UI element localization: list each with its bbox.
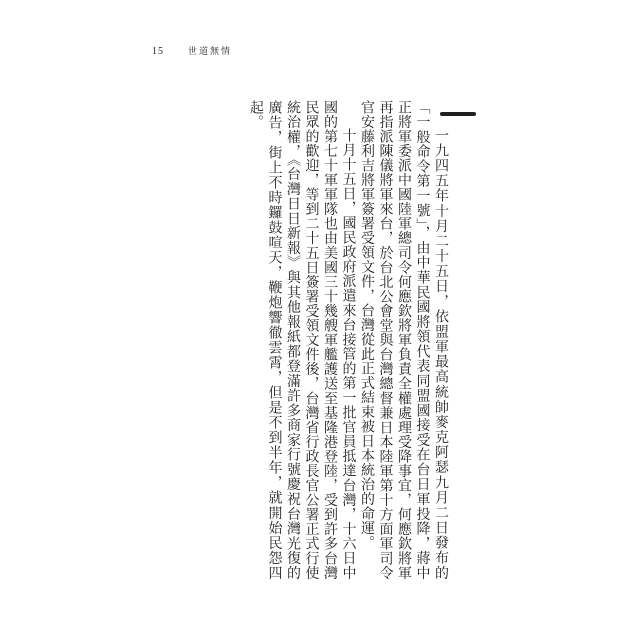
page-number: 15 [152, 46, 164, 57]
book-title: 世道無情 [188, 47, 233, 57]
paragraph-1: 一九四五年十月二十五日，依盟軍最高統帥麥克阿瑟九月二日發布的「一般命令第一號」，由中華民國將領代表同盟國接受在台日軍投降，蔣中正將軍委派中國陸軍總司令何應欽將軍負責全權處理受降事宜，何應欽將軍再指派陳儀將軍來台，於台北公會堂與台灣總督兼日本陸軍第十方面軍司令官安藤利吉將軍簽署受領文件，台灣從此正式結束被日本統治的命運。 [359, 100, 449, 580]
running-head [152, 44, 232, 57]
body-text [247, 100, 451, 580]
paragraph-2: 十月十五日，國民政府派遣來台接管的第一批官員抵達台灣，十六日中國的第七十軍軍隊也由美國三十幾艘軍艦護送至基隆港登陸，受到許多台灣民眾的歡迎，等到二十五日簽署受領文件後，台灣省行政長官公署正式行使統治權，《台灣日日新報》與其他報紙都登滿許多商家行號慶祝台灣光復的廣告，街上不時鑼鼓喧天，鞭炮響徹雲霄，但是不到半年，就開始民怨四起。 [248, 100, 357, 580]
